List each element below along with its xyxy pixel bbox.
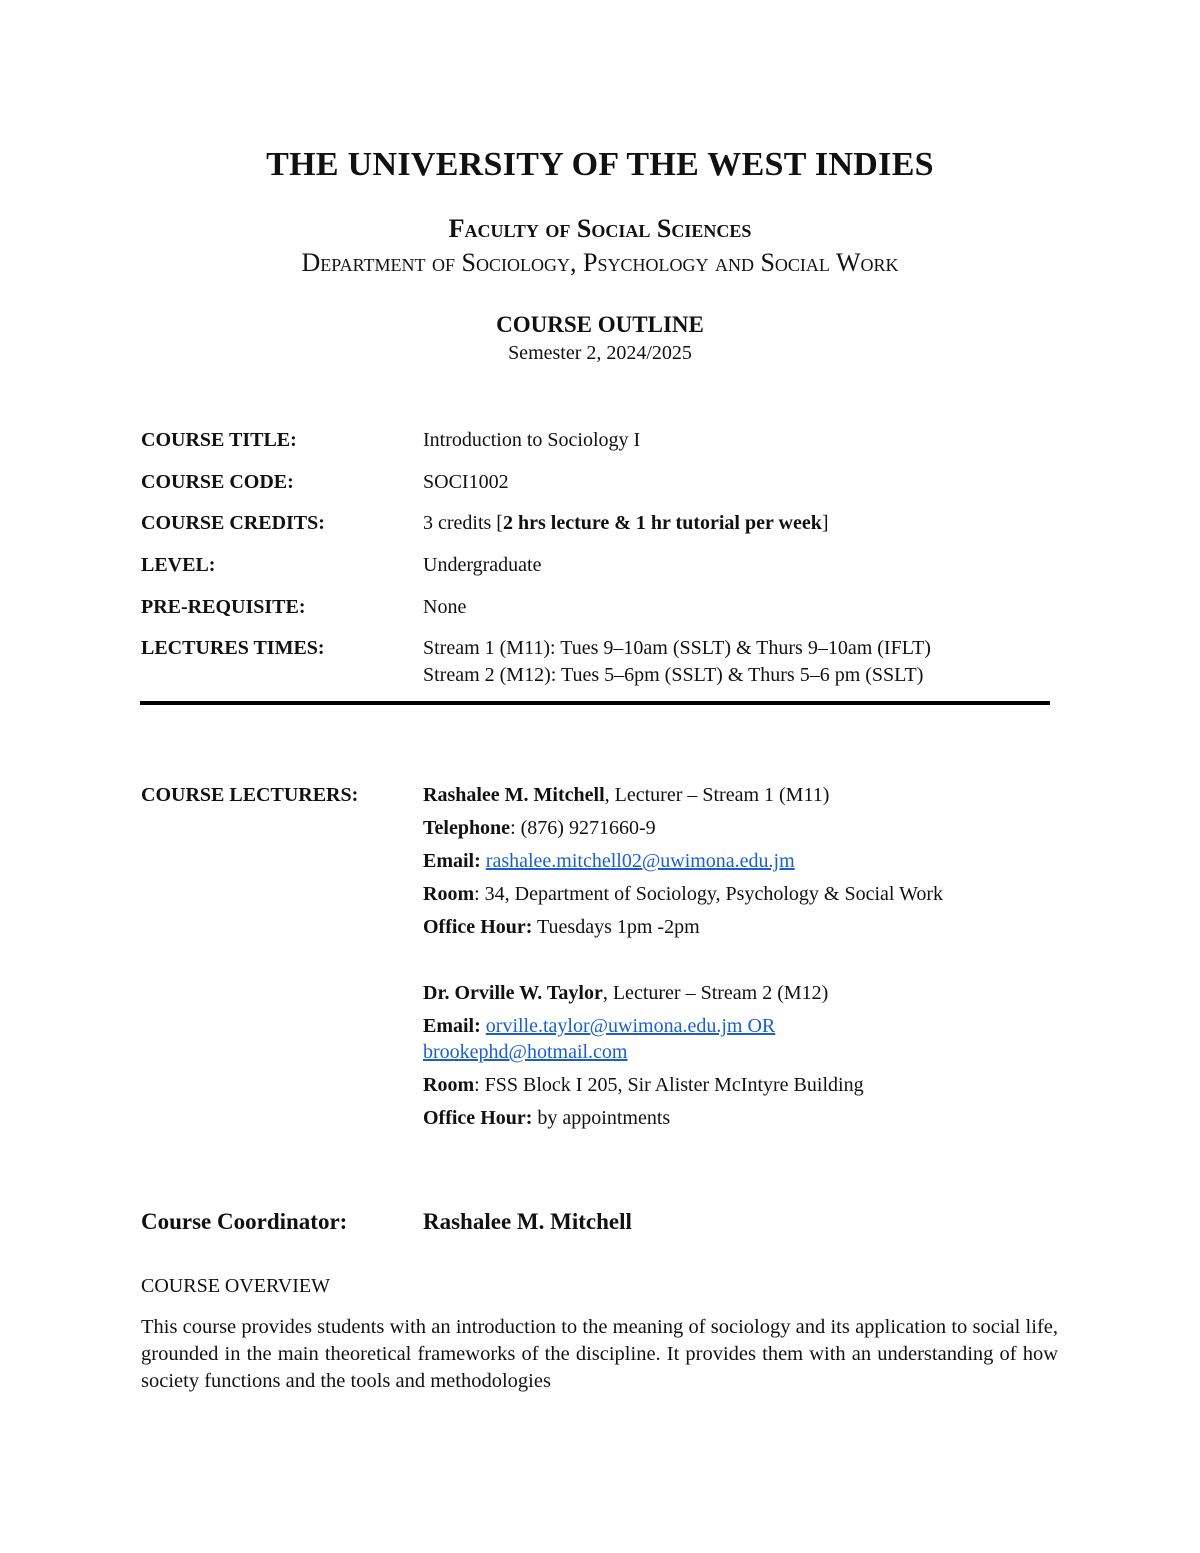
- coordinator-label: Course Coordinator:: [141, 1209, 348, 1234]
- lecturer2-alt-email-link[interactable]: brookephd@hotmail.com: [423, 1041, 628, 1063]
- semester: Semester 2, 2024/2025: [508, 342, 692, 364]
- lecturer1-telephone: [423, 817, 656, 840]
- telephone-value: : (876) 9271660-9: [510, 817, 656, 839]
- lecturer1-role: , Lecturer – Stream 1 (M11): [604, 784, 830, 806]
- course-overview-heading: COURSE OVERVIEW: [141, 1275, 330, 1297]
- office-hour-label: Office Hour:: [423, 1107, 533, 1129]
- lecture-times-stream1: Stream 1 (M11): Tues 9–10am (SSLT) & Thurs 9–10am (IFLT): [423, 637, 931, 659]
- lecturer1-room: [423, 883, 943, 906]
- section-divider: [140, 701, 1050, 705]
- room-label: Room: [423, 883, 475, 905]
- prerequisite-label: PRE-REQUISITE:: [141, 596, 306, 618]
- credits-prefix: 3 credits [: [423, 512, 503, 534]
- coordinator-name: Rashalee M. Mitchell: [423, 1209, 632, 1234]
- level-label: LEVEL:: [141, 554, 216, 576]
- faculty-name: Faculty of Social Sciences: [448, 214, 752, 243]
- email-label: Email:: [423, 1015, 481, 1037]
- course-lecturers-label: COURSE LECTURERS:: [141, 784, 359, 806]
- lecture-times-label: LECTURES TIMES:: [141, 637, 325, 659]
- lecturer2-email-alt: [423, 1041, 628, 1064]
- course-credits-value: [423, 512, 829, 535]
- level-value: Undergraduate: [423, 554, 542, 576]
- course-code-value: SOCI1002: [423, 471, 509, 493]
- lecturer1-name: Rashalee M. Mitchell: [423, 784, 605, 806]
- lecturer2-email-link[interactable]: orville.taylor@uwimona.edu.jm OR: [485, 1015, 776, 1037]
- prerequisite-value: None: [423, 596, 467, 618]
- lecturer2-room: [423, 1074, 864, 1097]
- department-name: Department of Sociology, Psychology and Social Work: [301, 248, 899, 277]
- lecturer2-office-hour: [423, 1107, 670, 1130]
- lecturer2-role: , Lecturer – Stream 2 (M12): [602, 982, 829, 1004]
- lecturer2-name: Dr. Orville W. Taylor: [423, 982, 603, 1004]
- telephone-label: Telephone: [423, 817, 511, 839]
- room-label: Room: [423, 1074, 475, 1096]
- room-value: : FSS Block I 205, Sir Alister McIntyre Building: [474, 1074, 864, 1096]
- office-hour-value: Tuesdays 1pm -2pm: [532, 916, 700, 938]
- course-credits-label: COURSE CREDITS:: [141, 512, 325, 534]
- lecturer1-email-link[interactable]: rashalee.mitchell02@uwimona.edu.jm: [485, 850, 795, 872]
- office-hour-value: by appointments: [532, 1107, 671, 1129]
- lecturer2-name-line: [423, 982, 828, 1005]
- lecture-times-stream2: Stream 2 (M12): Tues 5–6pm (SSLT) & Thurs 5–6 pm (SSLT): [423, 664, 924, 686]
- university-name: THE UNIVERSITY OF THE WEST INDIES: [266, 146, 934, 183]
- lecturer1-email-line: [423, 850, 795, 873]
- course-title-label: COURSE TITLE:: [141, 429, 297, 451]
- room-value: : 34, Department of Sociology, Psychology & Social Work: [474, 883, 944, 905]
- course-title-value: Introduction to Sociology I: [423, 429, 641, 451]
- lecturer1-name-line: [423, 784, 829, 807]
- credits-detail: 2 hrs lecture & 1 hr tutorial per week: [502, 512, 822, 534]
- lecturer1-office-hour: [423, 916, 700, 939]
- office-hour-label: Office Hour:: [423, 916, 533, 938]
- course-overview-text: This course provides students with an introduction to the meaning of sociology and its application to social life, grounded in the main theoretical frameworks of the discipline. It provides them with an understanding of how society functions and the tools and methodologies: [141, 1316, 1058, 1392]
- email-label: Email:: [423, 850, 481, 872]
- credits-suffix: ]: [821, 512, 829, 534]
- course-code-label: COURSE CODE:: [141, 471, 294, 493]
- lecturer2-email-line: [423, 1015, 775, 1038]
- document-title: COURSE OUTLINE: [496, 312, 704, 337]
